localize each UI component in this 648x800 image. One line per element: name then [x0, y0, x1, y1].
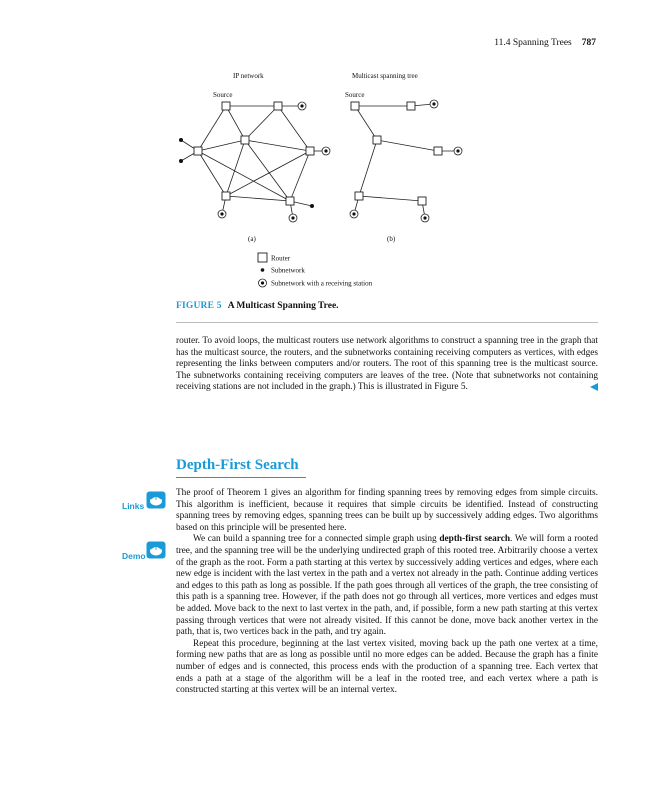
caption-rule: [176, 322, 598, 323]
legend-router-label: Router: [271, 254, 291, 263]
router-node: [355, 192, 363, 200]
receiving-node: [454, 147, 462, 155]
router-node: [434, 147, 442, 155]
subnetwork-node: [310, 204, 314, 208]
page-number: 787: [581, 38, 596, 48]
paragraph-3-after: . We will form a rooted tree, and the spanning tree will be the underlying undirected graph of this rooted tree. Arbitrarily choose a vertex of the graph as the root. Form a path starting at this vertex by successively adding vertices and edges, where each new edge is incident with the last vertex in the path and a vertex not already in the path. Continue adding vertices and edges to this path as long as possible. If the path goes through all vertices of the graph, the tree consisting of this path is a spanning tree. However, if the path does not go through all vertices, more vertices and edges must be added. Move back to the next to last vertex in the path, and, if possible, form a new path starting at this vertex passing through vertices that were not already visited. If this cannot be done, move back another vertex in the path, that is, two vertices back in the path, and try again.: [176, 534, 598, 638]
spanning-tree-edges: [354, 104, 458, 218]
subnetwork-node: [179, 138, 183, 142]
links-badge[interactable]: [122, 491, 166, 515]
paragraph-1-text: router. To avoid loops, the multicast routers use network algorithms to construct a spanning tree in the graph that has the multicast source, the routers, and the subnetworks containing receiving computers as vertices, with edges representing the links between computers and/or routers. The root of this spanning tree is the multicast source. The subnetworks containing receiving computers are leaves of the tree. (Note that subnetworks not containing receiving stations are not included in the graph.) This is illustrated in Figure 5.: [176, 336, 598, 393]
router-node: [222, 102, 230, 110]
router-node: [241, 136, 249, 144]
figure-caption: [176, 301, 339, 311]
section-heading: Depth-First Search: [176, 457, 299, 473]
legend-receiving-icon: [259, 279, 267, 287]
receiving-node: [298, 102, 306, 110]
figure-multicast-spanning-tree: [0, 0, 648, 300]
routers: [194, 102, 442, 205]
header-section: 11.4 Spanning Trees: [494, 38, 572, 48]
paragraph-3-before: We can build a spanning tree for a connected simple graph using: [193, 534, 440, 545]
figure-legend: [258, 253, 373, 288]
receiving-node: [350, 210, 358, 218]
receiving-node: [430, 100, 438, 108]
figure-title: A Multicast Spanning Tree.: [227, 301, 339, 311]
receiving-node: [289, 214, 297, 222]
receiving-node: [218, 210, 226, 218]
paragraph-2: The proof of Theorem 1 gives an algorithm for finding spanning trees by removing edges from simple circuits. This algorithm is inefficient, because it requires that simple circuits be identified. Instead of constructing spanning trees by removing edges, spanning trees can be built up by successively adding edges. Two algorithms based on this principle will be presented here.: [176, 488, 598, 533]
links-mouse-icon: [146, 491, 166, 509]
right-title: Multicast spanning tree: [352, 72, 418, 80]
section-underline: [176, 477, 306, 478]
legend-subnetwork-icon: [261, 268, 265, 272]
router-node: [306, 147, 314, 155]
router-node: [418, 197, 426, 205]
receiving-node: [421, 214, 429, 222]
subnetwork-node: [179, 159, 183, 163]
legend-subnetwork-label: Subnetwork: [271, 266, 305, 275]
legend-router-icon: [258, 253, 267, 262]
paragraph-multicast: [176, 336, 598, 394]
router-node: [194, 147, 202, 155]
legend-receiving-label: Subnetwork with a receiving station: [271, 279, 373, 288]
figure-number: FIGURE 5: [176, 301, 222, 311]
router-node: [373, 136, 381, 144]
end-of-example-icon: [590, 383, 598, 391]
left-source-label: Source: [213, 91, 233, 99]
router-node: [351, 102, 359, 110]
ip-network-edges: [181, 106, 326, 218]
term-depth-first-search: depth-first search: [439, 534, 511, 545]
left-title: IP network: [233, 72, 264, 80]
router-node: [274, 102, 282, 110]
router-node: [407, 102, 415, 110]
label-a: (a): [248, 235, 256, 243]
dfs-body: [176, 488, 598, 697]
receiving-node: [322, 147, 330, 155]
right-source-label: Source: [345, 91, 365, 99]
router-node: [286, 197, 294, 205]
links-label: Links: [122, 501, 145, 511]
router-node: [222, 192, 230, 200]
demo-badge[interactable]: [122, 541, 166, 565]
label-b: (b): [387, 235, 396, 243]
demo-label: Demo: [122, 551, 146, 561]
demo-mouse-icon: [146, 541, 166, 559]
paragraph-4: Repeat this procedure, beginning at the last vertex visited, moving back up the path one vertex at a time, forming new paths that are as long as possible until no more edges can be added. Because the graph has a finite number of edges and is connected, this process ends with the production of a spanning tree. Each vertex that ends a path at a stage of the algorithm will be a leaf in the rooted tree, and each vertex where a path is constructed starting at this vertex will be an internal vertex.: [176, 638, 598, 696]
paragraph-3: [176, 534, 598, 638]
